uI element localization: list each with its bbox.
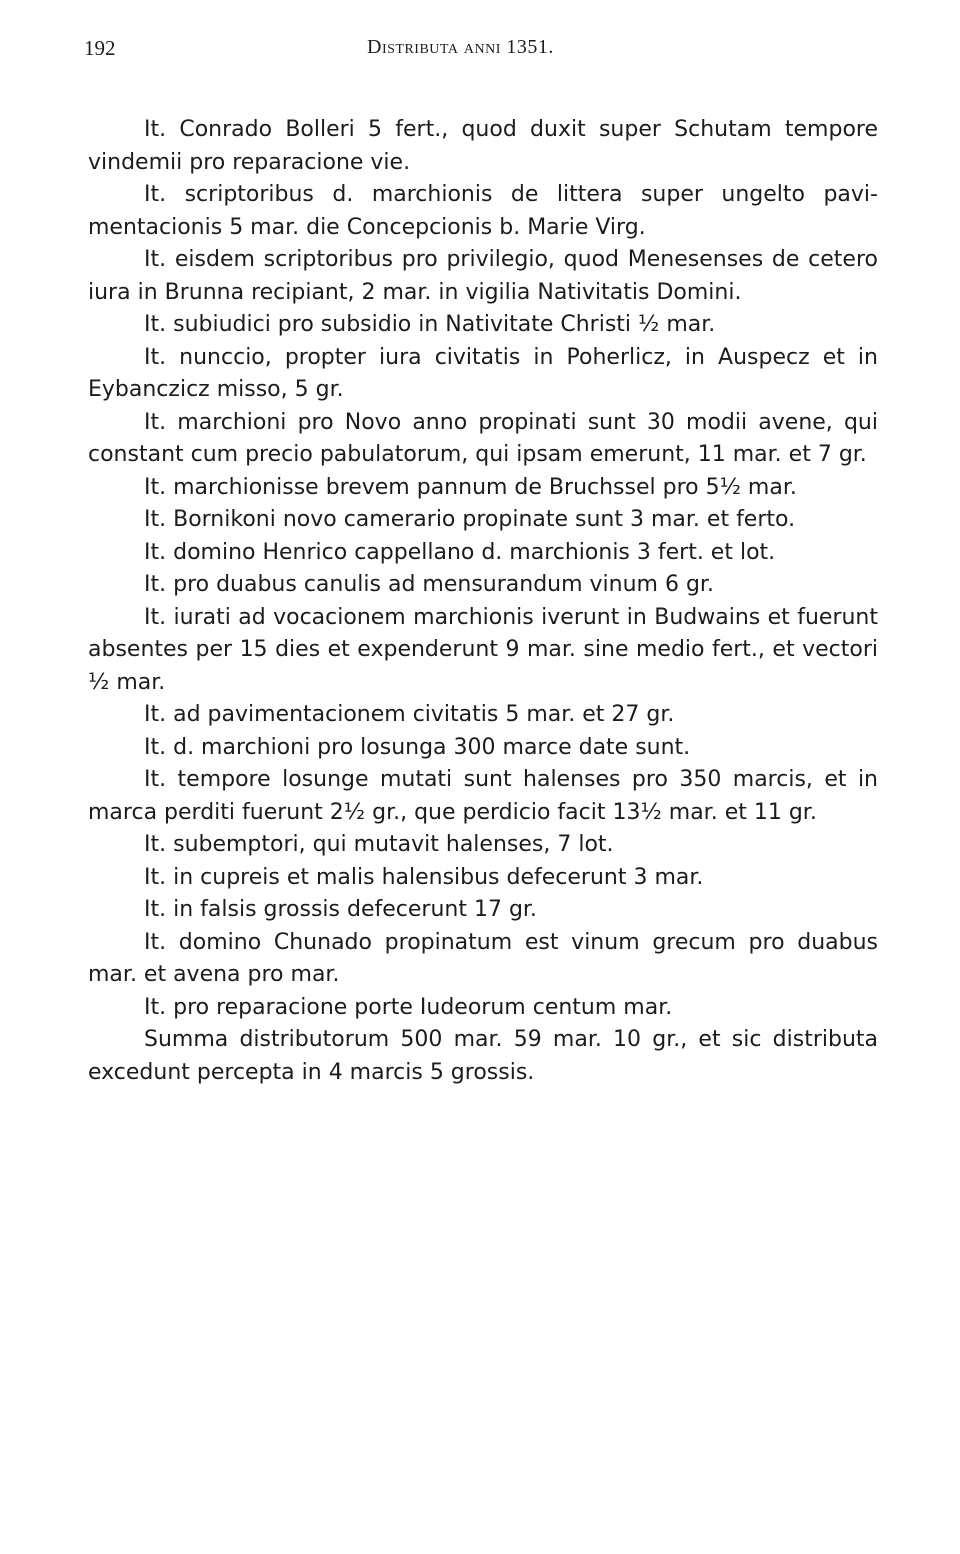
entry-paragraph: It. pro reparacione porte Iudeorum centum mar. [144, 994, 673, 1020]
entry-paragraph: It. marchioni pro Novo anno propinati sunt 30 modii avene, qui constant cum precio pabulatorum, qui ipsam emerunt, 11 mar. et 7 gr. [88, 409, 878, 467]
entry-paragraph: It. Bornikoni novo camerario propinate sunt 3 mar. et ferto. [144, 507, 796, 532]
entry-paragraph: It. iurati ad vocacionem marchionis iverunt in Budwains et fuerunt absentes per 15 dies et expenderunt 9 mar. sine medio fert., et vectori ½ mar. [88, 604, 878, 695]
entry-paragraph: It. scriptoribus d. marchionis de littera super ungelto pavimentacionis 5 mar. die Concepcionis b. Marie Virg. [88, 182, 878, 240]
entry-paragraph: It. d. marchioni pro losunga 300 marce date sunt. [144, 734, 691, 760]
entry-paragraph: It. in cupreis et malis halensibus defecerunt 3 mar. [144, 864, 704, 890]
entry-paragraph: It. Conrado Bolleri 5 fert., quod duxit super Schutam tempore vindemii pro reparacione vie. [88, 117, 878, 175]
entry-paragraph: It. subiudici pro subsidio in Nativitate Christi ½ mar. [144, 312, 716, 337]
entry-paragraph: It. domino Henrico cappellano d. marchionis 3 fert. et lot. [144, 539, 776, 565]
entry-paragraph: It. domino Chunado propinatum est vinum grecum pro duabus mar. et avena pro mar. [88, 929, 878, 987]
entry-paragraph: It. marchionisse brevem pannum de Bruchssel pro 5½ mar. [144, 474, 797, 500]
running-head: Distributa anni 1351. [367, 36, 554, 58]
summary-paragraph: Summa distributorum 500 mar. 59 mar. 10 gr., et sic distributa excedunt percepta in 4 marcis 5 grossis. [88, 1027, 878, 1085]
entry-paragraph: It. subemptori, qui mutavit halenses, 7 lot. [144, 832, 614, 857]
page-header [84, 36, 884, 66]
entry-paragraph: It. eisdem scriptoribus pro privilegio, quod Menesenses de cetero iura in Brunna recipiant, 2 mar. in vigilia Nativitatis Domini. [88, 247, 878, 305]
page-number: 192 [84, 36, 116, 60]
body-text [88, 114, 878, 1089]
entry-paragraph: It. ad pavimentacionem civitatis 5 mar. et 27 gr. [144, 702, 675, 727]
entry-paragraph: It. in falsis grossis defecerunt 17 gr. [144, 897, 537, 922]
entry-paragraph: It. nunccio, propter iura civitatis in Poherlicz, in Auspecz et in Eybanczicz misso, 5 gr. [88, 344, 878, 402]
entry-paragraph: It. pro duabus canulis ad mensurandum vinum 6 gr. [144, 572, 714, 597]
entry-paragraph: It. tempore losunge mutati sunt halenses pro 350 marcis, et in marca perditi fuerunt 2½ gr., que perdicio facit 13½ mar. et 11 gr. [88, 767, 878, 825]
